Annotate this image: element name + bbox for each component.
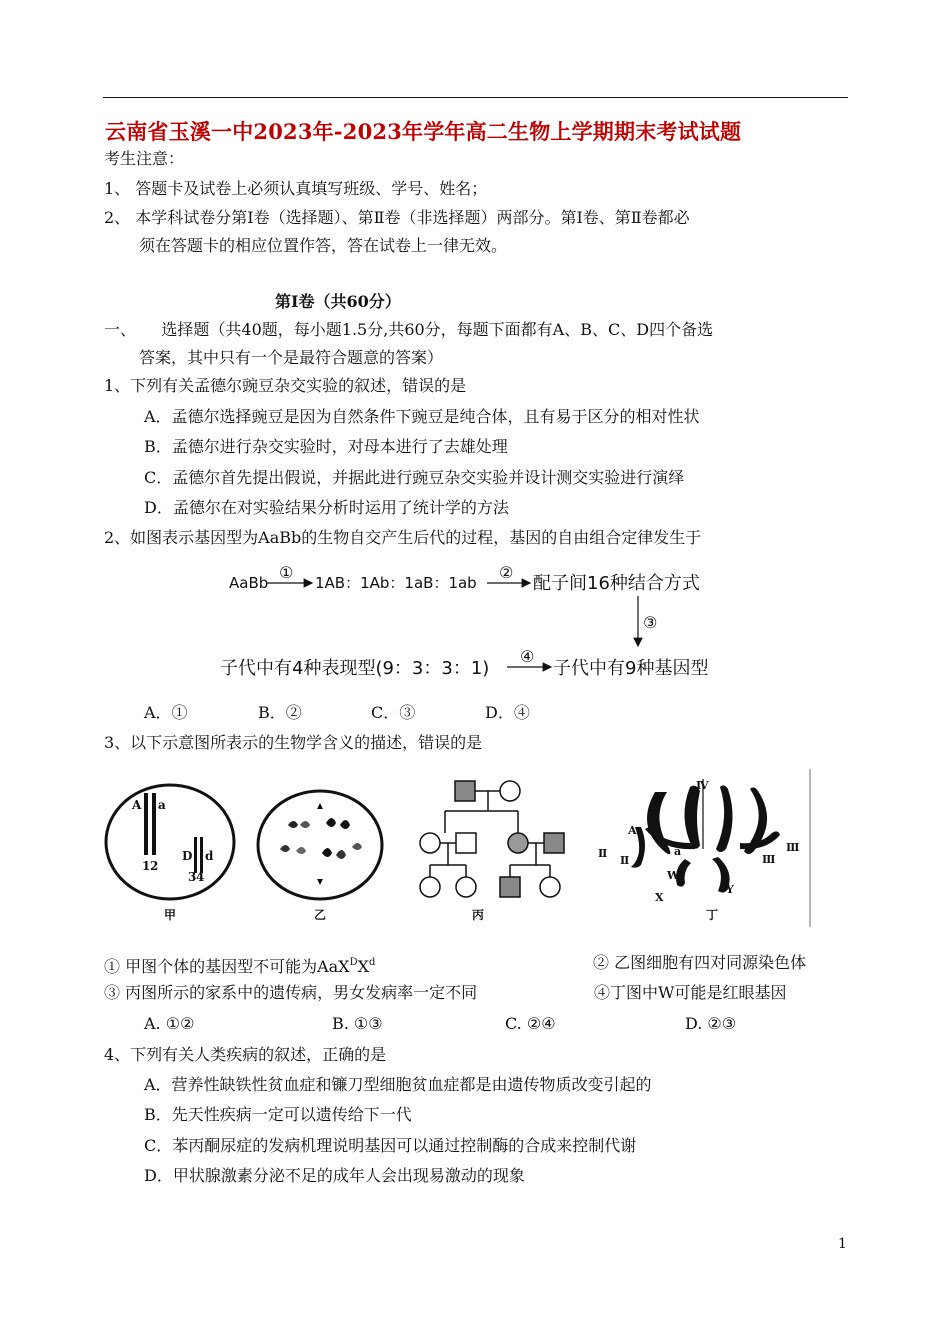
figure-jia [106, 785, 234, 922]
svg-text:Y: Y [726, 883, 734, 896]
figure-ding [598, 779, 799, 922]
q2-option-a: A．① [144, 703, 188, 722]
svg-text:丙: 丙 [472, 908, 485, 922]
svg-text:3: 3 [188, 870, 197, 884]
q3-statement-2: ② 乙图细胞有四对同源染色体 [593, 953, 807, 972]
notice-item-2-cont: 须在答题卡的相应位置作答，答在试卷上一律无效。 [139, 236, 508, 255]
diagram-step-1: ① [279, 563, 294, 582]
svg-text:丁: 丁 [706, 908, 719, 922]
diagram-genotypes: 子代中有9种基因型 [553, 658, 709, 679]
section-instructions-cont: 答案，其中只有一个是最符合题意的答案） [139, 348, 444, 367]
notice-heading: 考生注意： [104, 149, 185, 168]
svg-text:Ⅱ: Ⅱ [598, 847, 608, 860]
svg-text:A: A [628, 824, 637, 837]
diagram-combinations: 配子间16种结合方式 [533, 573, 700, 594]
q2-process-diagram [215, 556, 735, 686]
notice-item-1: 1、 答题卡及试卷上必须认真填写班级、学号、姓名； [104, 179, 488, 198]
svg-text:X: X [655, 891, 664, 904]
svg-text:4: 4 [196, 870, 205, 884]
svg-text:1: 1 [142, 859, 151, 873]
section-instructions: 一、 选择题（共40题，每小题1.5分,共60分，每题下面都有A、B、C、D四个备选 [104, 320, 714, 339]
svg-text:W: W [667, 869, 680, 882]
figure-bing [420, 781, 564, 922]
q4-option-c: C．苯丙酮尿症的发病机理说明基因可以通过控制酶的合成来控制代谢 [144, 1136, 637, 1155]
notice-item-2: 2、 本学科试卷分第Ⅰ卷（选择题）、第Ⅱ卷（非选择题）两部分。第Ⅰ卷、第Ⅱ卷都必 [104, 208, 690, 227]
svg-text:Ⅳ: Ⅳ [696, 779, 709, 792]
svg-text:Ⅲ: Ⅲ [786, 841, 800, 854]
q3-option-c: C. ②④ [505, 1014, 556, 1033]
q1-option-c: C．孟德尔首先提出假说，并据此进行豌豆杂交实验并设计测交实验进行演绎 [144, 468, 685, 487]
diagram-start-genotype: AaBb [229, 574, 269, 592]
q1-option-d: D．孟德尔在对实验结果分析时运用了统计学的方法 [144, 498, 509, 517]
q4-option-b: B．先天性疾病一定可以遗传给下一代 [144, 1105, 412, 1124]
q3-figure [100, 767, 812, 929]
q1-stem: 1、下列有关孟德尔豌豆杂交实验的叙述，错误的是 [104, 376, 467, 395]
q3-statement-1: ① 甲图个体的基因型不可能为$AaX^DX^d$ [104, 957, 376, 976]
svg-text:Ⅲ: Ⅲ [762, 853, 776, 866]
q2-option-d: D．④ [485, 703, 530, 722]
svg-text:D: D [182, 849, 193, 863]
q3-statement-3: ③ 丙图所示的家系中的遗传病，男女发病率一定不同 [104, 983, 478, 1002]
diagram-step-2: ② [499, 563, 514, 582]
q3-option-b: B. ①③ [332, 1014, 383, 1033]
q4-option-a: A．营养性缺铁性贫血症和镰刀型细胞贫血症都是由遗传物质改变引起的 [144, 1075, 652, 1094]
section-title: 第Ⅰ卷（共60分） [275, 292, 401, 311]
figure-yi [258, 791, 382, 922]
svg-text:甲: 甲 [164, 908, 177, 922]
q2-option-b: B．② [258, 703, 302, 722]
q3-option-a: A. ①② [144, 1014, 195, 1033]
diagram-step-4: ④ [520, 647, 535, 666]
q3-statement-4: ④丁图中W可能是红眼基因 [594, 983, 787, 1002]
diagram-gametes: 1AB：1Ab：1aB：1ab [315, 574, 477, 592]
svg-text:a: a [674, 845, 682, 858]
q2-option-c: C．③ [371, 703, 416, 722]
q4-stem: 4、下列有关人类疾病的叙述，正确的是 [104, 1045, 387, 1064]
diagram-phenotypes: 子代中有4种表现型(9：3：3：1) [220, 658, 490, 679]
q4-option-d: D．甲状腺激素分泌不足的成年人会出现易激动的现象 [144, 1166, 525, 1185]
q1-option-a: A．孟德尔选择豌豆是因为自然条件下豌豆是纯合体，且有易于区分的相对性状 [144, 407, 700, 426]
q1-option-b: B．孟德尔进行杂交实验时，对母本进行了去雄处理 [144, 437, 508, 456]
diagram-step-3: ③ [643, 613, 658, 632]
header-rule [103, 97, 848, 98]
svg-text:乙: 乙 [314, 908, 327, 922]
svg-text:2: 2 [150, 859, 159, 873]
page-title: 云南省玉溪一中2023年-2023年学年高二生物上学期期末考试试题 [105, 119, 742, 144]
q3-stem: 3、以下示意图所表示的生物学含义的描述，错误的是 [104, 733, 483, 752]
page-number: 1 [838, 1236, 847, 1252]
svg-text:a: a [158, 798, 166, 812]
svg-text:A: A [132, 798, 142, 812]
q2-stem: 2、如图表示基因型为AaBb的生物自交产生后代的过程，基因的自由组合定律发生于 [104, 528, 702, 547]
svg-text:d: d [205, 849, 214, 863]
q3-option-d: D. ②③ [685, 1014, 737, 1033]
svg-text:Ⅱ: Ⅱ [620, 854, 630, 867]
